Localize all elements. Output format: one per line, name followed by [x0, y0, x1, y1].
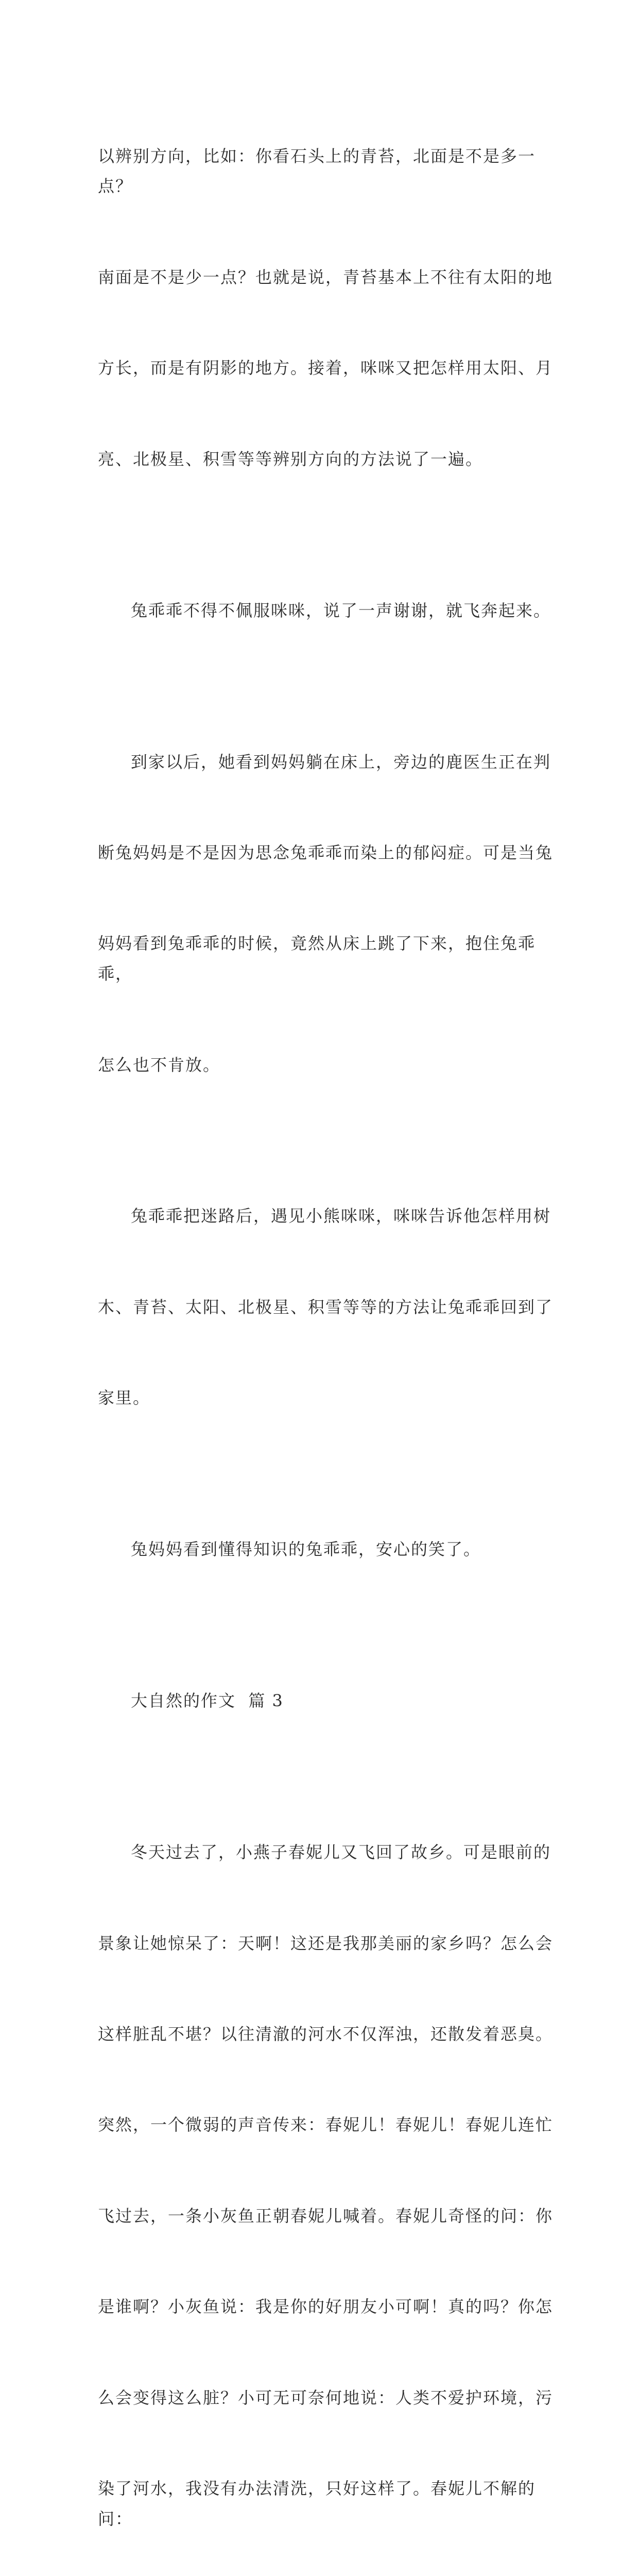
section-heading: [98, 1625, 561, 1777]
body-text: [98, 80, 561, 2576]
paragraph-3: [98, 686, 561, 1141]
text-line: 飞过去，一条小灰鱼正朝春妮儿喊着。春妮儿奇怪的问：你: [98, 2206, 554, 2226]
text-line: 兔乖乖不得不佩服咪咪，说了一声谢谢，就飞奔起来。: [131, 600, 551, 620]
text-line: 南面是不是少一点？也就是说，青苔基本上不往有太阳的地: [98, 267, 554, 287]
text-line: 怎么也不肯放。: [98, 1055, 221, 1075]
paragraph-1: [98, 80, 561, 535]
paragraph-7: [98, 1777, 561, 2576]
paragraph-5: [98, 1474, 561, 1625]
text-line: 冬天过去了，小燕子春妮儿又飞回了故乡。可是眼前的: [131, 1842, 551, 1862]
text-line: 断兔妈妈是不是因为思念兔乖乖而染上的郁闷症。可是当兔: [98, 842, 554, 862]
text-line: 以辨别方向，比如：你看石头上的青苔，北面是不是多一点？: [98, 146, 536, 196]
text-line: 突然，一个微弱的声音传来：春妮儿！春妮儿！春妮儿连忙: [98, 2115, 554, 2135]
text-line: 这样脏乱不堪？以往清澈的河水不仅浑浊，还散发着恶臭。: [98, 2024, 554, 2044]
text-line: 妈妈看到兔乖乖的时候，竟然从床上跳了下来，抱住兔乖乖，: [98, 934, 536, 984]
text-line: 家里。: [98, 1388, 151, 1408]
text-line: 兔妈妈看到懂得知识的兔乖乖，安心的笑了。: [131, 1539, 481, 1560]
paragraph-4: [98, 1141, 561, 1474]
text-line: 么会变得这么脏？小可无可奈何地说：人类不爱护环境，污: [98, 2387, 554, 2408]
text-line: 景象让她惊呆了：天啊！这还是我那美丽的家乡吗？怎么会: [98, 1933, 554, 1953]
text-line: 到家以后，她看到妈妈躺在床上，旁边的鹿医生正在判: [131, 752, 551, 772]
paragraph-2: [98, 535, 561, 686]
text-line: 方长，而是有阴影的地方。接着，咪咪又把怎样用太阳、月: [98, 358, 554, 378]
text-line: 兔乖乖把迷路后，遇见小熊咪咪，咪咪告诉他怎样用树: [131, 1206, 551, 1226]
text-line: 亮、北极星、积雪等等辨别方向的方法说了一遍。: [98, 449, 483, 469]
heading-text: 大自然的作文 篇 3: [131, 1691, 284, 1711]
text-line: 是谁啊？小灰鱼说：我是你的好朋友小可啊！真的吗？你怎: [98, 2297, 554, 2317]
text-line: 木、青苔、太阳、北极星、积雪等等的方法让兔乖乖回到了: [98, 1297, 554, 1317]
text-line: 染了河水，我没有办法清洗，只好这样了。春妮儿不解的问：: [98, 2478, 536, 2529]
